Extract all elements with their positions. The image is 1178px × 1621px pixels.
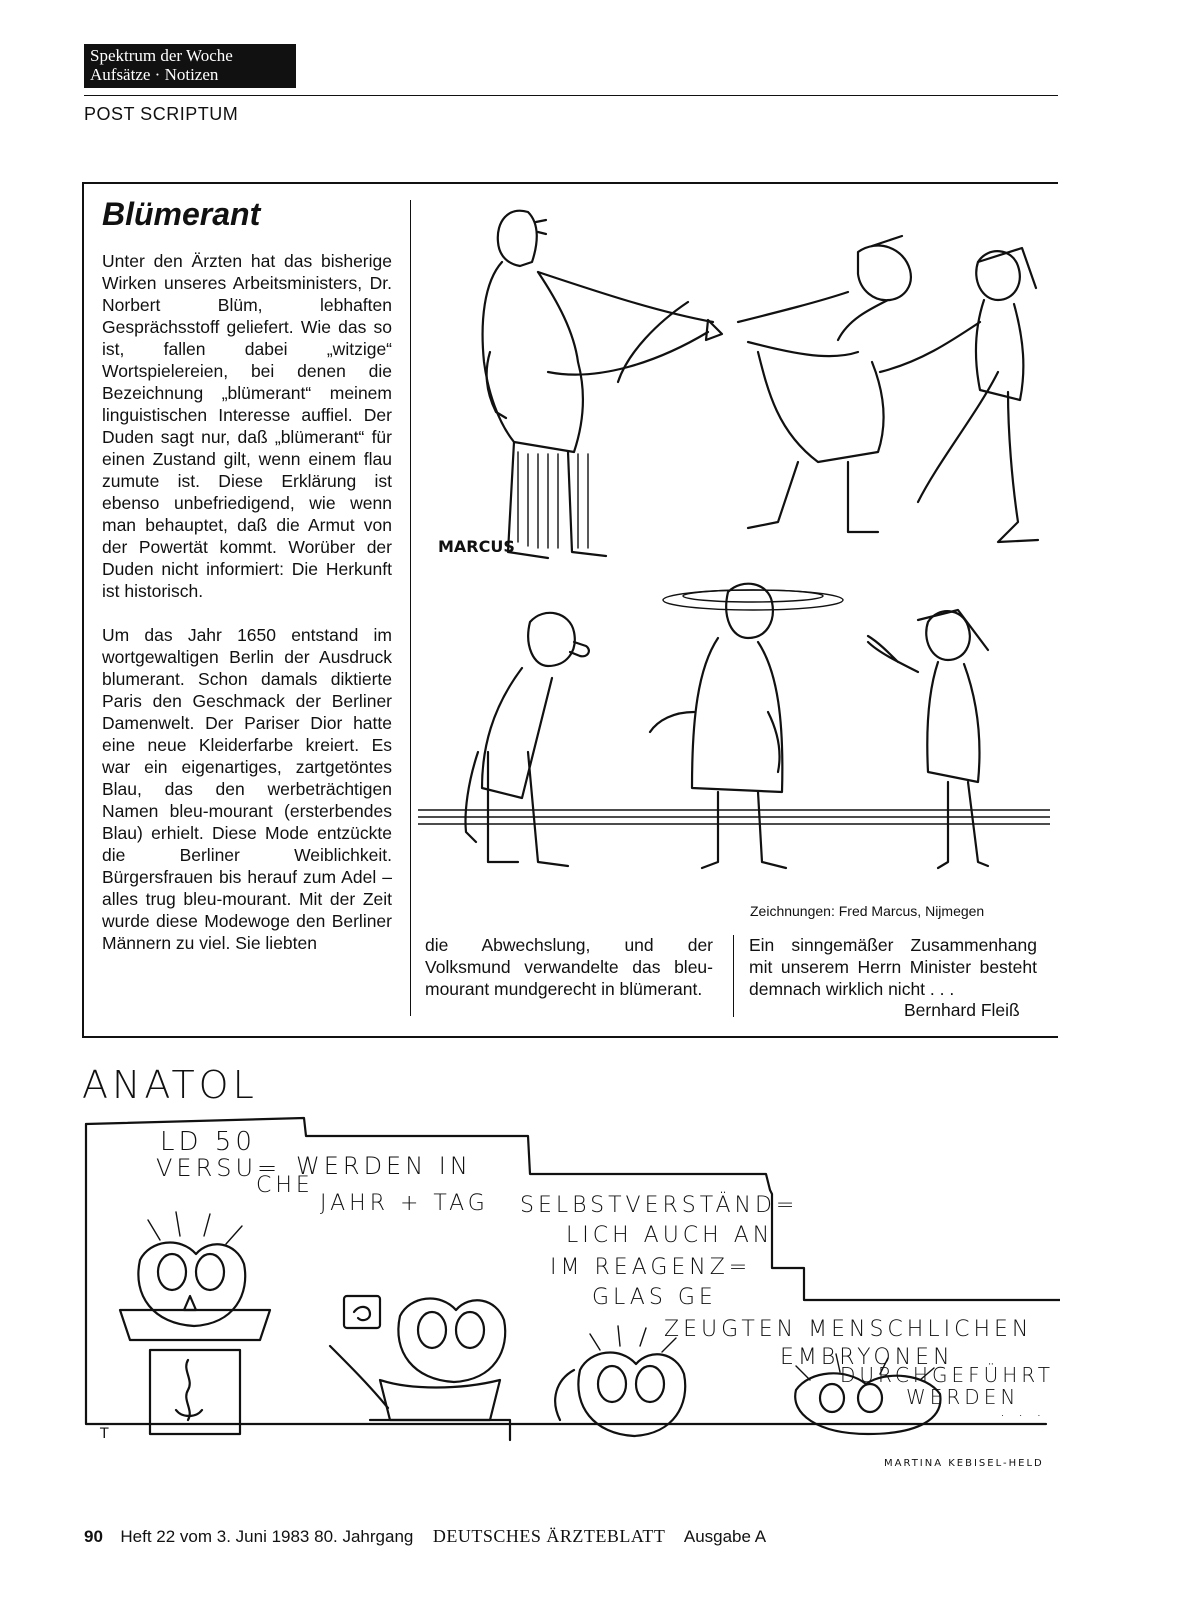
- issue-info: Heft 22 vom 3. Juni 1983 80. Jahrgang: [120, 1527, 414, 1546]
- anatol-comic-strip: [80, 1060, 1060, 1480]
- section-label-line1: Spektrum der Woche: [90, 46, 233, 65]
- cartoon-doctor-pulling: [618, 236, 911, 532]
- comic-text-line: CHE: [256, 1173, 314, 1198]
- comic-text-line: VERSU=: [156, 1154, 282, 1182]
- article-paragraph: Unter den Ärzten hat das bisherige Wirken unseres Arbeitsministers, Dr. Norbert Blüm, lebhaften Gesprächsstoff geliefert. Wie das so ist, fallen dabei „witzige“ Wortspielereien, bei denen die Bezeichnung „blümerant“ meinem linguistischen Interesse auffiel. Der Duden sagt nur, daß „blümerant“ für einen Zustand gilt, wenn einem flau zumute ist. Diese Erklärung ist ebenso unbefriedigend, wie wenn man behauptet, daß die Armut von der Powertät kommt. Worüber der Duden nicht informiert: Die Herkunft ist historisch.: [102, 251, 392, 601]
- comic-text-line: GLAS GE: [592, 1285, 717, 1310]
- comic-artist-signature: MARTINA KEBISEL-HELD: [884, 1458, 1044, 1469]
- cartoon-signature: MARCUS: [438, 537, 515, 556]
- cartoon-fat-man: [483, 211, 722, 558]
- article-column-2: [425, 934, 713, 1000]
- comic-text-line: WERDEN: [906, 1385, 1020, 1409]
- rubric-label: POST SCRIPTUM: [84, 104, 239, 124]
- cartoon-dizzy-doctor: [650, 584, 843, 868]
- comic-initials: T: [100, 1426, 109, 1442]
- column-divider-1: [410, 200, 411, 1016]
- cartoon-floor: [418, 810, 1050, 824]
- comic-owl-third: [555, 1326, 685, 1436]
- column-divider-2: [733, 935, 734, 1017]
- article-title: Blümerant: [102, 196, 261, 232]
- page-number: 90: [84, 1527, 103, 1546]
- comic-text-line: WERDEN IN: [296, 1152, 472, 1180]
- section-label-box: [84, 44, 296, 88]
- comic-text-line: LD 50: [160, 1127, 256, 1157]
- comic-text-line: LICH AUCH AN: [566, 1223, 774, 1248]
- comic-text-line: ZEUGTEN MENSCHLICHEN: [664, 1317, 1033, 1342]
- cartoon-nurse-startled: [868, 610, 988, 868]
- header-rule: [84, 95, 1058, 96]
- comic-text-line: EMBRYONEN: [780, 1345, 954, 1370]
- cartoon-nurse-pulling: [880, 248, 1038, 542]
- comic-text-line: . . .: [1000, 1401, 1046, 1420]
- cartoon-man-tongue-out: [466, 613, 589, 866]
- comic-text-line: SELBSTVERSTÄND=: [520, 1193, 799, 1218]
- comic-text-line: JAHR + TAG: [320, 1191, 489, 1216]
- article-paragraph: Um das Jahr 1650 entstand im wortgewaltigen Berlin der Ausdruck blumerant. Schon damals diktierte Paris den Geschmack der Berliner Damenwelt. Der Pariser Dior hatte eine neue Kleiderfarbe kreiert. Es war ein eigenartiges, zartgetöntes Blau, das den werbeträchtigen Namen bleu-mourant (ersterbendes Blau) erhielt. Diese Mode entzückte die Berliner Weiblichkeit. Bürgersfrauen bis herauf zum Adel – alles trug bleu-mourant. Mit der Zeit wurde diese Modewoge den Berliner Männern zu viel. Sie liebten: [102, 625, 392, 953]
- section-label-line2: Aufsätze · Notizen: [90, 65, 219, 84]
- article-column-3: [749, 934, 1037, 1000]
- article-author: Bernhard Fleiß: [904, 1000, 1020, 1020]
- comic-text-line: DURCHGEFÜHRT: [840, 1363, 1054, 1387]
- edition-label: Ausgabe A: [683, 1527, 767, 1546]
- article-column-1: [102, 250, 392, 954]
- page-footer: [84, 1526, 766, 1547]
- cartoon-illustration: [418, 192, 1050, 897]
- image-credit: Zeichnungen: Fred Marcus, Nijmegen: [750, 903, 985, 919]
- comic-owl-pointer: [330, 1296, 510, 1440]
- article-paragraph: die Abwechslung, und der Volksmund verwandelte das bleu-mourant mundgerecht in blümerant.: [425, 935, 713, 999]
- article-paragraph: Ein sinngemäßer Zusammenhang mit unserem Herrn Minister besteht demnach wirklich nicht . . .: [749, 935, 1037, 999]
- comic-owl-lectern: [120, 1212, 270, 1434]
- publication-name: DEUTSCHES ÄRZTEBLATT: [432, 1526, 666, 1546]
- comic-text-line: IM REAGENZ=: [550, 1255, 752, 1280]
- comic-title: ANATOL: [82, 1063, 258, 1107]
